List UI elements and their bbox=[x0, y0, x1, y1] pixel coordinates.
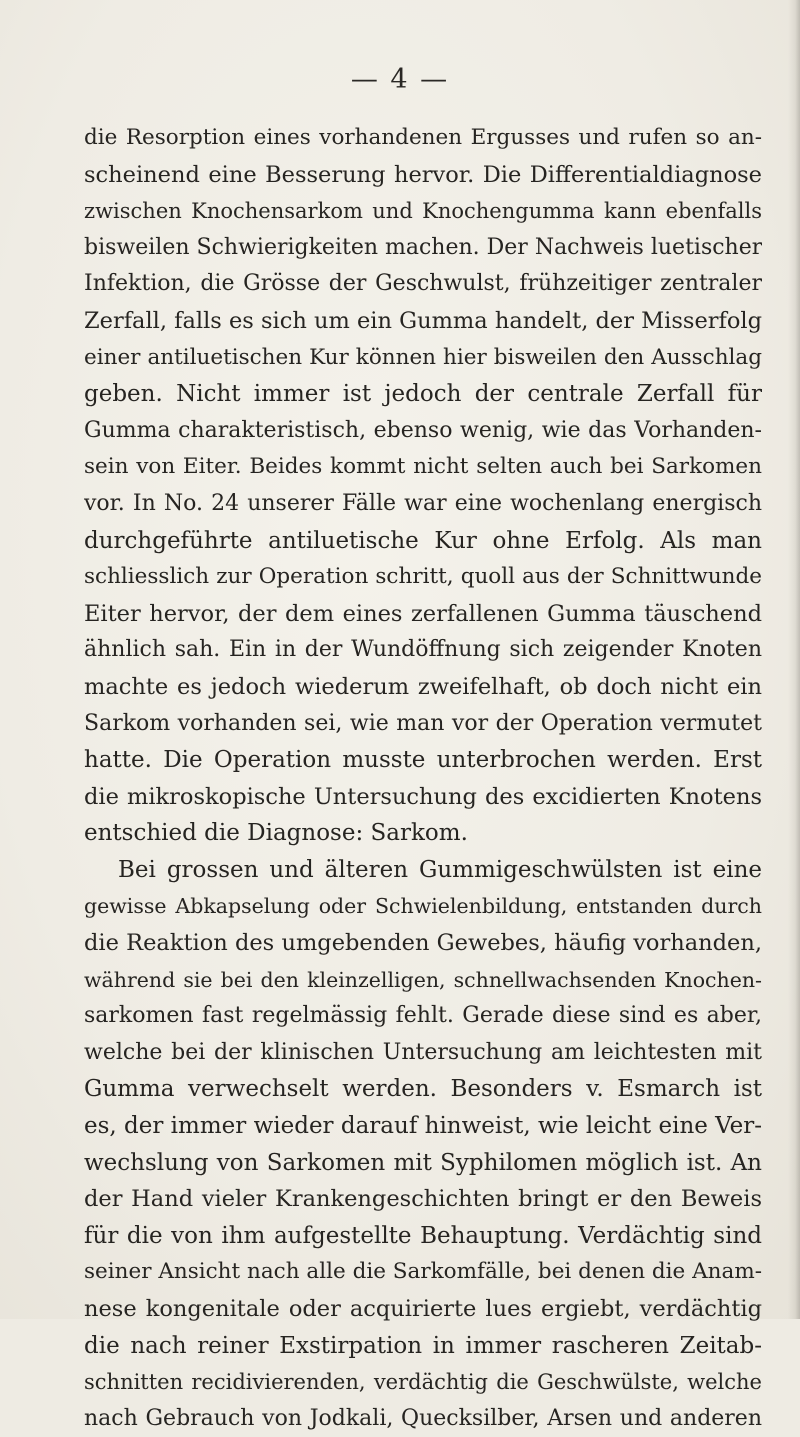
text-line: Sarkom vorhanden sei, wie man vor der Operation vermutet bbox=[84, 710, 762, 736]
text-line: Infektion, die Grösse der Geschwulst, frühzeitiger zentraler bbox=[84, 271, 762, 297]
text-line: geben. Nicht immer ist jedoch der centrale Zerfall für bbox=[84, 381, 762, 408]
page-edge-shadow bbox=[788, 0, 800, 1319]
paragraph-1 bbox=[84, 120, 762, 852]
paragraph-2 bbox=[84, 852, 762, 1437]
text-line: während sie bei den kleinzelligen, schnellwachsenden Knochen- bbox=[84, 967, 762, 992]
text-line: schnitten recidivierenden, verdächtig die Geschwülste, welche bbox=[84, 1370, 762, 1395]
text-line: nese kongenitale oder acquirierte lues ergiebt, verdächtig bbox=[84, 1296, 762, 1322]
text-line: Zerfall, falls es sich um ein Gumma handelt, der Misserfolg bbox=[84, 307, 762, 334]
text-line: schliesslich zur Operation schritt, quoll aus der Schnittwunde bbox=[84, 564, 762, 590]
page-number: — 4 — bbox=[350, 64, 450, 95]
text-line: scheinend eine Besserung hervor. Die Differentialdiagnose bbox=[84, 161, 762, 188]
text-line: gewisse Abkapselung oder Schwielenbildung, entstanden durch bbox=[84, 894, 762, 919]
text-line: vor. In No. 24 unserer Fälle war eine wochenlang energisch bbox=[84, 490, 762, 516]
text-line: entschied die Diagnose: Sarkom. bbox=[84, 820, 468, 847]
text-line: sarkomen fast regelmässig fehlt. Gerade diese sind es aber, bbox=[84, 1003, 762, 1029]
text-line: die Reaktion des umgebenden Gewebes, häufig vorhanden, bbox=[84, 930, 762, 957]
text-line: einer antiluetischen Kur können hier bisweilen den Ausschlag bbox=[84, 344, 762, 370]
text-line: Gumma verwechselt werden. Besonders v. Esmarch ist bbox=[84, 1076, 762, 1103]
text-line: wechslung von Sarkomen mit Syphilomen möglich ist. An bbox=[84, 1149, 762, 1176]
text-line: zwischen Knochensarkom und Knochengumma kann ebenfalls bbox=[84, 199, 762, 224]
text-line: die Resorption eines vorhandenen Ergusses und rufen so an- bbox=[84, 125, 762, 150]
text-line: Gumma charakteristisch, ebenso wenig, wie das Vorhanden- bbox=[84, 417, 762, 443]
text-line: sein von Eiter. Beides kommt nicht selten auch bei Sarkomen bbox=[84, 454, 762, 480]
text-line: ähnlich sah. Ein in der Wundöffnung sich zeigender Knoten bbox=[84, 637, 762, 663]
text-line: die nach reiner Exstirpation in immer rascheren Zeitab- bbox=[84, 1332, 762, 1359]
text-line: die mikroskopische Untersuchung des excidierten Knotens bbox=[84, 783, 762, 810]
text-line: für die von ihm aufgestellte Behauptung. Verdächtig sind bbox=[84, 1222, 762, 1249]
text-line: bisweilen Schwierigkeiten machen. Der Nachweis luetischer bbox=[84, 234, 762, 260]
text-line: der Hand vieler Krankengeschichten bringt er den Beweis bbox=[84, 1186, 762, 1213]
body-text bbox=[84, 120, 762, 1437]
text-line: Bei grossen und älteren Gummigeschwülsten ist eine bbox=[118, 856, 762, 883]
text-line: machte es jedoch wiederum zweifelhaft, ob doch nicht ein bbox=[84, 673, 762, 700]
text-line: nach Gebrauch von Jodkali, Quecksilber, Arsen und anderen bbox=[84, 1405, 762, 1431]
text-line: seiner Ansicht nach alle die Sarkomfälle, bei denen die Anam- bbox=[84, 1259, 762, 1285]
text-line: Eiter hervor, der dem eines zerfallenen Gumma täuschend bbox=[84, 600, 762, 627]
text-line: durchgeführte antiluetische Kur ohne Erfolg. Als man bbox=[84, 527, 762, 554]
text-line: es, der immer wieder darauf hinweist, wie leicht eine Ver- bbox=[84, 1113, 762, 1140]
text-line: hatte. Die Operation musste unterbrochen werden. Erst bbox=[84, 747, 762, 774]
text-line: welche bei der klinischen Untersuchung am leichtesten mit bbox=[84, 1039, 762, 1065]
